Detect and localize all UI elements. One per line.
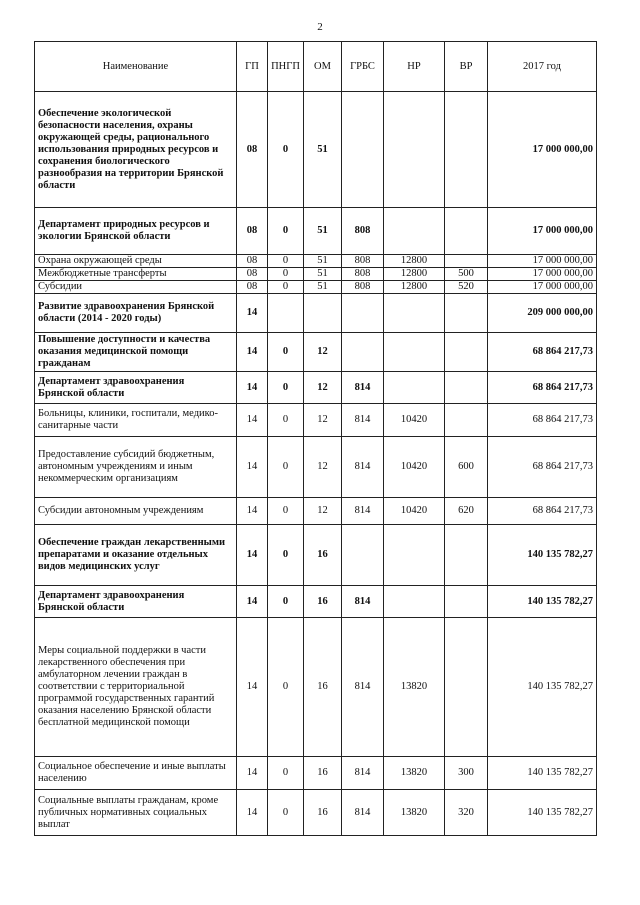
cell-name: Социальное обеспечение и иные выплаты населению	[35, 757, 237, 790]
cell-vr	[445, 404, 488, 437]
cell-gp: 14	[237, 437, 268, 498]
cell-om: 12	[304, 498, 342, 525]
cell-gp: 08	[237, 92, 268, 208]
cell-gp: 14	[237, 618, 268, 757]
cell-nr	[384, 294, 445, 333]
table-row	[35, 208, 597, 255]
cell-amount: 140 135 782,27	[488, 757, 597, 790]
cell-amount: 17 000 000,00	[488, 208, 597, 255]
cell-name: Предоставление субсидий бюджетным, автономным учреждениям и иным некоммерческим организациям	[35, 437, 237, 498]
cell-grbs: 814	[342, 404, 384, 437]
cell-pngp: 0	[268, 618, 304, 757]
cell-grbs: 814	[342, 586, 384, 618]
table-row	[35, 268, 597, 281]
cell-grbs: 808	[342, 268, 384, 281]
cell-grbs	[342, 525, 384, 586]
cell-om: 16	[304, 618, 342, 757]
cell-nr	[384, 333, 445, 372]
table-row	[35, 586, 597, 618]
cell-name: Департамент здравоохранения Брянской области	[35, 372, 237, 404]
cell-grbs: 814	[342, 790, 384, 836]
cell-gp: 14	[237, 790, 268, 836]
cell-vr: 520	[445, 281, 488, 294]
cell-name: Охрана окружающей среды	[35, 255, 237, 268]
cell-gp: 08	[237, 208, 268, 255]
cell-grbs	[342, 294, 384, 333]
cell-vr: 600	[445, 437, 488, 498]
cell-gp: 14	[237, 294, 268, 333]
cell-pngp: 0	[268, 437, 304, 498]
cell-amount: 209 000 000,00	[488, 294, 597, 333]
cell-amount: 17 000 000,00	[488, 255, 597, 268]
cell-nr: 10420	[384, 404, 445, 437]
cell-vr	[445, 525, 488, 586]
table-body	[35, 92, 597, 836]
cell-nr	[384, 372, 445, 404]
cell-pngp: 0	[268, 498, 304, 525]
cell-amount: 68 864 217,73	[488, 372, 597, 404]
cell-nr: 13820	[384, 790, 445, 836]
table-row	[35, 525, 597, 586]
cell-name: Департамент природных ресурсов и экологии Брянской области	[35, 208, 237, 255]
cell-gp: 08	[237, 255, 268, 268]
cell-vr	[445, 372, 488, 404]
table-row	[35, 333, 597, 372]
cell-om: 16	[304, 586, 342, 618]
cell-name: Субсидии автономным учреждениям	[35, 498, 237, 525]
cell-amount: 68 864 217,73	[488, 333, 597, 372]
cell-om: 16	[304, 525, 342, 586]
col-header-amount: 2017 год	[488, 42, 597, 92]
cell-om: 51	[304, 92, 342, 208]
cell-gp: 14	[237, 372, 268, 404]
cell-name: Социальные выплаты гражданам, кроме публичных нормативных социальных выплат	[35, 790, 237, 836]
cell-grbs: 814	[342, 437, 384, 498]
table-row	[35, 281, 597, 294]
cell-grbs: 814	[342, 757, 384, 790]
table-row	[35, 498, 597, 525]
cell-amount: 17 000 000,00	[488, 268, 597, 281]
cell-om	[304, 294, 342, 333]
col-header-name: Наименование	[35, 42, 237, 92]
col-header-om: ОМ	[304, 42, 342, 92]
cell-om: 12	[304, 437, 342, 498]
cell-name: Повышение доступности и качества оказания медицинской помощи гражданам	[35, 333, 237, 372]
cell-vr	[445, 255, 488, 268]
cell-gp: 14	[237, 404, 268, 437]
cell-om: 12	[304, 372, 342, 404]
cell-gp: 08	[237, 281, 268, 294]
cell-pngp: 0	[268, 372, 304, 404]
table-row	[35, 372, 597, 404]
cell-grbs: 808	[342, 208, 384, 255]
cell-om: 16	[304, 790, 342, 836]
table-row	[35, 757, 597, 790]
cell-nr: 12800	[384, 268, 445, 281]
cell-om: 51	[304, 281, 342, 294]
cell-nr: 10420	[384, 498, 445, 525]
col-header-nr: НР	[384, 42, 445, 92]
cell-pngp: 0	[268, 404, 304, 437]
cell-gp: 14	[237, 757, 268, 790]
cell-nr	[384, 92, 445, 208]
cell-gp: 08	[237, 268, 268, 281]
cell-vr	[445, 586, 488, 618]
cell-amount: 140 135 782,27	[488, 790, 597, 836]
cell-amount: 68 864 217,73	[488, 498, 597, 525]
cell-om: 12	[304, 404, 342, 437]
cell-vr	[445, 618, 488, 757]
cell-amount: 140 135 782,27	[488, 586, 597, 618]
cell-vr: 500	[445, 268, 488, 281]
cell-grbs: 808	[342, 281, 384, 294]
cell-amount: 140 135 782,27	[488, 618, 597, 757]
table-row	[35, 437, 597, 498]
cell-vr: 320	[445, 790, 488, 836]
cell-pngp: 0	[268, 757, 304, 790]
cell-om: 51	[304, 268, 342, 281]
cell-amount: 17 000 000,00	[488, 92, 597, 208]
table-row	[35, 294, 597, 333]
cell-nr	[384, 525, 445, 586]
cell-vr: 620	[445, 498, 488, 525]
cell-name: Департамент здравоохранения Брянской области	[35, 586, 237, 618]
cell-gp: 14	[237, 333, 268, 372]
cell-om: 51	[304, 208, 342, 255]
cell-pngp: 0	[268, 208, 304, 255]
cell-gp: 14	[237, 525, 268, 586]
cell-name: Обеспечение экологической безопасности населения, охраны окружающей среды, рационального использования природных ресурсов и сохранения биологического разнообразия на территории Брянской области	[35, 92, 237, 208]
cell-pngp: 0	[268, 255, 304, 268]
cell-amount: 140 135 782,27	[488, 525, 597, 586]
cell-name: Развитие здравоохранения Брянской области (2014 - 2020 годы)	[35, 294, 237, 333]
cell-grbs	[342, 92, 384, 208]
col-header-grbs: ГРБС	[342, 42, 384, 92]
cell-pngp: 0	[268, 281, 304, 294]
cell-pngp: 0	[268, 333, 304, 372]
cell-gp: 14	[237, 498, 268, 525]
cell-vr	[445, 92, 488, 208]
cell-amount: 68 864 217,73	[488, 404, 597, 437]
cell-nr: 12800	[384, 281, 445, 294]
budget-table	[34, 41, 597, 836]
cell-name: Межбюджетные трансферты	[35, 268, 237, 281]
page-number: 2	[317, 21, 323, 33]
cell-nr	[384, 208, 445, 255]
cell-nr: 13820	[384, 757, 445, 790]
cell-name: Субсидии	[35, 281, 237, 294]
col-header-vr: ВР	[445, 42, 488, 92]
cell-pngp	[268, 294, 304, 333]
cell-grbs: 814	[342, 618, 384, 757]
cell-gp: 14	[237, 586, 268, 618]
cell-vr	[445, 294, 488, 333]
cell-pngp: 0	[268, 790, 304, 836]
col-header-gp: ГП	[237, 42, 268, 92]
cell-name: Больницы, клиники, госпитали, медико-санитарные части	[35, 404, 237, 437]
cell-grbs: 814	[342, 372, 384, 404]
cell-grbs: 808	[342, 255, 384, 268]
cell-pngp: 0	[268, 268, 304, 281]
cell-om: 12	[304, 333, 342, 372]
cell-vr	[445, 333, 488, 372]
cell-grbs	[342, 333, 384, 372]
table-row	[35, 92, 597, 208]
table-row	[35, 618, 597, 757]
cell-name: Обеспечение граждан лекарственными препаратами и оказание отдельных видов медицинских услуг	[35, 525, 237, 586]
cell-name: Меры социальной поддержки в части лекарственного обеспечения при амбулаторном лечении граждан в соответствии с территориальной программой государственных гарантий оказания населению Брянской области бесплатной медицинской помощи	[35, 618, 237, 757]
cell-pngp: 0	[268, 586, 304, 618]
table-row	[35, 790, 597, 836]
cell-grbs: 814	[342, 498, 384, 525]
cell-amount: 17 000 000,00	[488, 281, 597, 294]
cell-vr: 300	[445, 757, 488, 790]
table-row	[35, 255, 597, 268]
cell-vr	[445, 208, 488, 255]
cell-nr: 13820	[384, 618, 445, 757]
cell-om: 16	[304, 757, 342, 790]
table-header-row	[35, 42, 597, 92]
cell-pngp: 0	[268, 92, 304, 208]
cell-om: 51	[304, 255, 342, 268]
table-row	[35, 404, 597, 437]
col-header-pngp: ПНГП	[268, 42, 304, 92]
cell-nr: 10420	[384, 437, 445, 498]
cell-amount: 68 864 217,73	[488, 437, 597, 498]
cell-nr: 12800	[384, 255, 445, 268]
cell-pngp: 0	[268, 525, 304, 586]
cell-nr	[384, 586, 445, 618]
